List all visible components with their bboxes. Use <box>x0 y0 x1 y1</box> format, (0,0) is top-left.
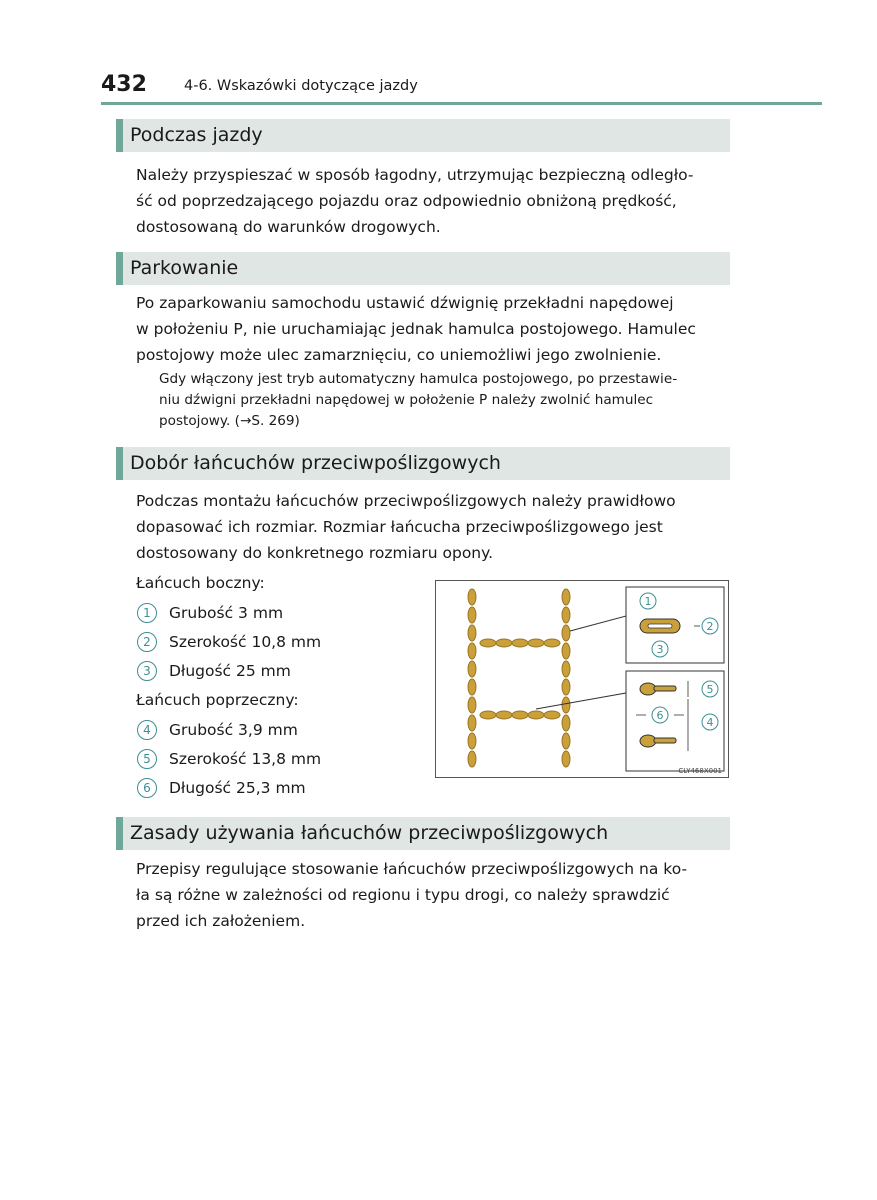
list-item <box>136 603 283 623</box>
list-item <box>136 661 291 681</box>
chain-figure <box>435 580 729 778</box>
section-heading-driving: Podczas jazdy <box>116 119 730 152</box>
list-item-text: Grubość 3,9 mm <box>169 721 298 739</box>
text-line: postojowy. (→S. 269) <box>159 413 300 429</box>
number-circle-icon: 4 <box>137 720 157 740</box>
callout-1: 1 <box>644 595 652 608</box>
callout-5: 5 <box>706 683 714 696</box>
callout-2: 2 <box>706 620 714 633</box>
number-circle-icon: 3 <box>137 661 157 681</box>
text-line: Przepisy regulujące stosowanie łańcuchów przeciwpoślizgowych na ko- <box>136 860 688 878</box>
section-paragraph-driving <box>136 162 730 240</box>
cross-chain-label: Łańcuch poprzeczny: <box>136 691 299 709</box>
callout-3: 3 <box>656 643 664 656</box>
list-item <box>136 632 321 652</box>
chain-links-icon <box>468 589 570 767</box>
section-heading-chain-rules: Zasady używania łańcuchów przeciwpoślizgowych <box>116 817 730 850</box>
text-line: ść od poprzedzającego pojazdu oraz odpowiednio obniżoną prędkość, <box>136 192 677 210</box>
callout-6: 6 <box>656 709 664 722</box>
header-rule <box>101 102 822 105</box>
list-item <box>136 749 321 769</box>
number-circle-icon: 5 <box>137 749 157 769</box>
text-line: Po zaparkowaniu samochodu ustawić dźwignię przekładni napędowej <box>136 294 674 312</box>
list-item-text: Długość 25 mm <box>169 662 291 680</box>
text-line: Należy przyspieszać w sposób łagodny, utrzymując bezpieczną odległo- <box>136 166 694 184</box>
list-item-text: Długość 25,3 mm <box>169 779 306 797</box>
number-circle-icon: 6 <box>137 778 157 798</box>
section-paragraph-chain-selection <box>136 488 730 566</box>
section-heading-parking: Parkowanie <box>116 252 730 285</box>
section-paragraph-parking <box>136 290 730 368</box>
text-line: Podczas montażu łańcuchów przeciwpoślizgowych należy prawidłowo <box>136 492 676 510</box>
section-paragraph-chain-rules <box>136 856 730 934</box>
text-line: dostosowany do konkretnego rozmiaru opony. <box>136 544 494 562</box>
figure-code: CLY468X001 <box>678 767 722 775</box>
callout-4: 4 <box>706 716 714 729</box>
text-line: przed ich założeniem. <box>136 912 306 930</box>
leader-line <box>536 693 626 709</box>
text-line: niu dźwigni przekładni napędowej w położenie P należy zwolnić hamulec <box>159 392 654 408</box>
leader-line <box>570 616 626 631</box>
text-line: dopasować ich rozmiar. Rozmiar łańcucha przeciwpoślizgowego jest <box>136 518 663 536</box>
section-heading-chain-selection: Dobór łańcuchów przeciwpoślizgowych <box>116 447 730 480</box>
page-number: 432 <box>101 72 147 97</box>
list-item <box>136 778 306 798</box>
list-item <box>136 720 298 740</box>
list-item-text: Szerokość 10,8 mm <box>169 633 322 651</box>
text-line: postojowy może ulec zamarznięciu, co uniemożliwi jego zwolnienie. <box>136 346 662 364</box>
list-item-text: Grubość 3 mm <box>169 604 284 622</box>
text-line: Gdy włączony jest tryb automatyczny hamulca postojowego, po przestawie- <box>159 371 678 387</box>
side-chain-label: Łańcuch boczny: <box>136 574 265 592</box>
number-circle-icon: 2 <box>137 632 157 652</box>
text-line: w położeniu P, nie uruchamiając jednak hamulca postojowego. Hamulec <box>136 320 696 338</box>
text-line: dostosowaną do warunków drogowych. <box>136 218 441 236</box>
text-line: ła są różne w zależności od regionu i typu drogi, co należy sprawdzić <box>136 886 670 904</box>
chapter-title: 4-6. Wskazówki dotyczące jazdy <box>184 78 418 94</box>
list-item-text: Szerokość 13,8 mm <box>169 750 322 768</box>
parking-note <box>159 369 730 432</box>
chain-illustration <box>436 581 728 777</box>
number-circle-icon: 1 <box>137 603 157 623</box>
